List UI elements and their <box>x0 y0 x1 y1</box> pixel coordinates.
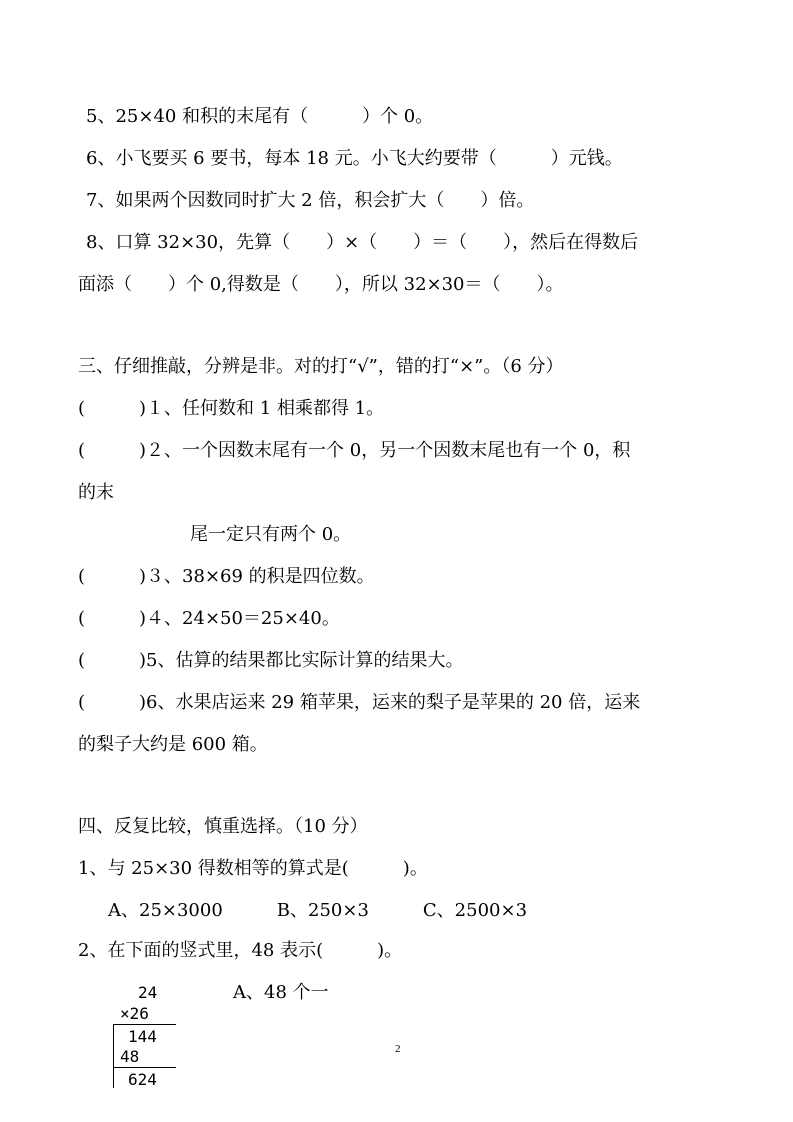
calc-partial-1: 144 <box>128 1027 157 1046</box>
calc-result: 624 <box>128 1070 157 1089</box>
section-3-title: 三、仔细推敲，分辨是非。对的打“√”，错的打“×”。（6 分） <box>78 356 564 377</box>
judge-item-2-wrap-1: 的末 <box>78 482 114 503</box>
choice-question-2: 2、在下面的竖式里，48 表示( )。 <box>78 940 403 961</box>
judge-item-5: ( )5、估算的结果都比实际计算的结果大。 <box>78 650 464 671</box>
calc-rule-2 <box>113 1067 176 1068</box>
question-8-line-2: 面添（ ）个 0,得数是（ ），所以 32×30＝（ ）。 <box>78 274 564 295</box>
judge-item-2-wrap-2: 尾一定只有两个 0。 <box>190 524 352 545</box>
question-7: 7、如果两个因数同时扩大 2 倍，积会扩大（ ）倍。 <box>86 190 535 211</box>
judge-item-3: ( )３、38×69 的积是四位数。 <box>78 566 375 587</box>
calc-left-bar <box>113 1024 114 1088</box>
section-4-title: 四、反复比较，慎重选择。（10 分） <box>78 816 368 837</box>
calc-multiplier: ×26 <box>120 1004 149 1023</box>
judge-item-4: ( )４、24×50＝25×40。 <box>78 608 340 629</box>
question-8-line-1: 8、口算 32×30，先算（ ）×（ ）＝（ ），然后在得数后 <box>86 232 639 253</box>
page-number: 2 <box>395 1043 401 1055</box>
calc-rule-1 <box>113 1024 176 1025</box>
judge-item-2: ( )２、一个因数末尾有一个 0，另一个因数末尾也有一个 0，积 <box>78 440 631 461</box>
question-6: 6、小飞要买 6 要书，每本 18 元。小飞大约要带（ ）元钱。 <box>86 148 623 169</box>
question-5: 5、25×40 和积的末尾有（ ）个 0。 <box>86 106 434 127</box>
choice-question-1-options: A、25×3000 B、250×3 C、2500×3 <box>108 900 528 921</box>
calc-multiplicand: 24 <box>138 983 158 1002</box>
calc-partial-2: 48 <box>120 1047 140 1066</box>
judge-item-6-wrap: 的梨子大约是 600 箱。 <box>78 734 268 755</box>
choice-question-2-option-a: A、48 个一 <box>233 982 329 1003</box>
judge-item-1: ( )１、任何数和 1 相乘都得 1。 <box>78 398 385 419</box>
judge-item-6: ( )6、水果店运来 29 箱苹果，运来的梨子是苹果的 20 倍，运来 <box>78 692 641 713</box>
choice-question-1: 1、与 25×30 得数相等的算式是( )。 <box>78 858 428 879</box>
